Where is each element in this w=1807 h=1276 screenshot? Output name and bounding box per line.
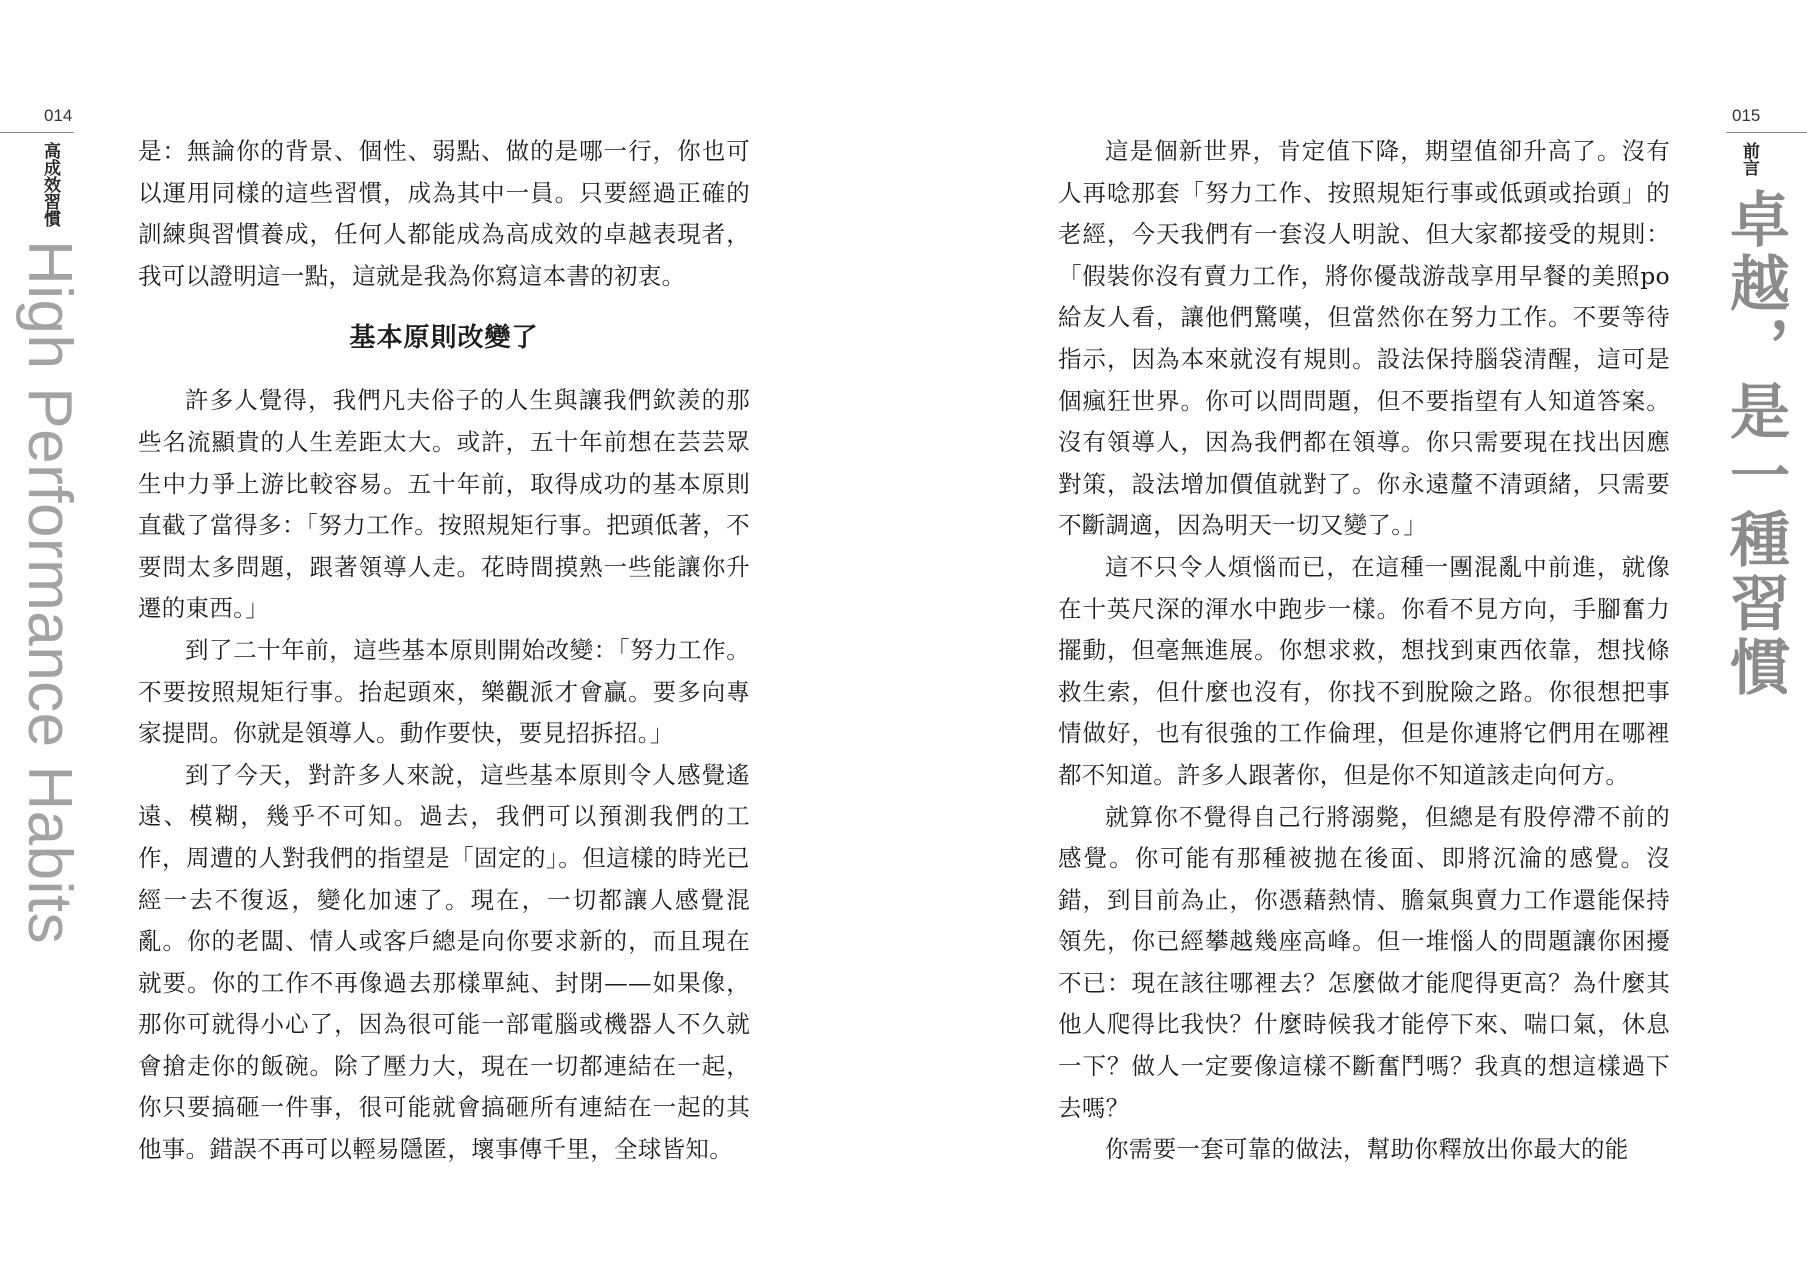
section-heading: 基本原則改變了 (349, 323, 539, 354)
right-header-rule (1726, 132, 1807, 133)
right-page-number: 015 (1732, 106, 1761, 125)
section-label: 前言 (1739, 142, 1759, 176)
body-paragraph: 許多人覺得，我們凡夫俗子的人生與讓我們欽羨的那些名流顯貴的人生差距太大。或許，五十年前想在芸芸眾生中力爭上游比較容易。五十年前，取得成功的基本原則直截了當得多：「努力工作。按照規矩行事。把頭低著，不要問太多問題，跟著領導人走。花時間摸熟一些能讓你升遷的東西。」 (138, 386, 750, 623)
left-header-rule (0, 132, 74, 133)
body-paragraph: 到了今天，對許多人來說，這些基本原則令人感覺遙遠、模糊，幾乎不可知。過去，我們可以預測我們的工作，周遭的人對我們的指望是「固定的」。但這樣的時光已經一去不復返，變化加速了。現在，一切都讓人感覺混亂。你的老闆、情人或客戶總是向你要求新的，而且現在就要。你的工作不再像過去那樣單純、封閉——如果像，那你可就得小心了，因為很可能一部電腦或機器人不久就會搶走你的飯碗。除了壓力大，現在一切都連結在一起，你只要搞砸一件事，很可能就會搞砸所有連結在一起的其他事。錯誤不再可以輕易隱匿，壞事傳千里，全球皆知。 (138, 760, 750, 1164)
right-page-body (1058, 131, 1670, 1171)
body-paragraph: 是：無論你的背景、個性、弱點、做的是哪一行，你也可以運用同樣的這些習慣，成為其中一員。只要經過正確的訓練與習慣養成，任何人都能成為高成效的卓越表現者，我可以證明這一點，這就是我為你寫這本書的初衷。 (138, 137, 750, 290)
left-page-number: 014 (44, 106, 73, 125)
body-paragraph: 這不只令人煩惱而已，在這種一團混亂中前進，就像在十英尺深的渾水中跑步一樣。你看不見方向，手腳奮力擺動，但毫無進展。你想求救，想找到東西依靠，想找條救生索，但什麼也沒有，你找不到脫險之路。你很想把事情做好，也有很強的工作倫理，但是你連將它們用在哪裡都不知道。許多人跟著你，但是你不知道該走向何方。 (1058, 552, 1670, 789)
english-book-title: High Performance Habits (15, 240, 84, 945)
body-paragraph: 你需要一套可靠的做法，幫助你釋放出你最大的能 (1105, 1135, 1629, 1164)
chapter-title: 卓越，是一種習慣 (1720, 188, 1790, 700)
body-paragraph: 這是個新世界，肯定值下降，期望值卻升高了。沒有人再唸那套「努力工作、按照規矩行事或低頭或抬頭」的老經，今天我們有一套沒人明說、但大家都接受的規則：「假裝你沒有賣力工作，將你優哉游哉享用早餐的美照po給友人看，讓他們驚嘆，但當然你在努力工作。不要等待指示，因為本來就沒有規則。設法保持腦袋清醒，這可是個瘋狂世界。你可以問問題，但不要指望有人知道答案。沒有領導人，因為我們都在領導。你只需要現在找出因應對策，設法增加價值就對了。你永遠釐不清頭緒，只需要不斷調適，因為明天一切又變了。」 (1058, 137, 1670, 540)
body-paragraph: 到了二十年前，這些基本原則開始改變：「努力工作。不要按照規矩行事。抬起頭來，樂觀派才會贏。要多向專家提問。你就是領導人。動作要快，要見招拆招。」 (138, 635, 750, 748)
body-paragraph: 就算你不覺得自己行將溺斃，但總是有股停滯不前的感覺。你可能有那種被拋在後面、即將沉淪的感覺。沒錯，到目前為止，你憑藉熱情、膽氣與賣力工作還能保持領先，你已經攀越幾座高峰。但一堆惱人的問題讓你困擾不已：現在該往哪裡去？怎麼做才能爬得更高？為什麼其他人爬得比我快？什麼時候我才能停下來、喘口氣，休息一下？做人一定要像這樣不斷奮鬥嗎？我真的想這樣過下去嗎？ (1058, 802, 1670, 1122)
series-title: 高成效習慣 (40, 142, 60, 227)
left-page-body (138, 131, 750, 1171)
